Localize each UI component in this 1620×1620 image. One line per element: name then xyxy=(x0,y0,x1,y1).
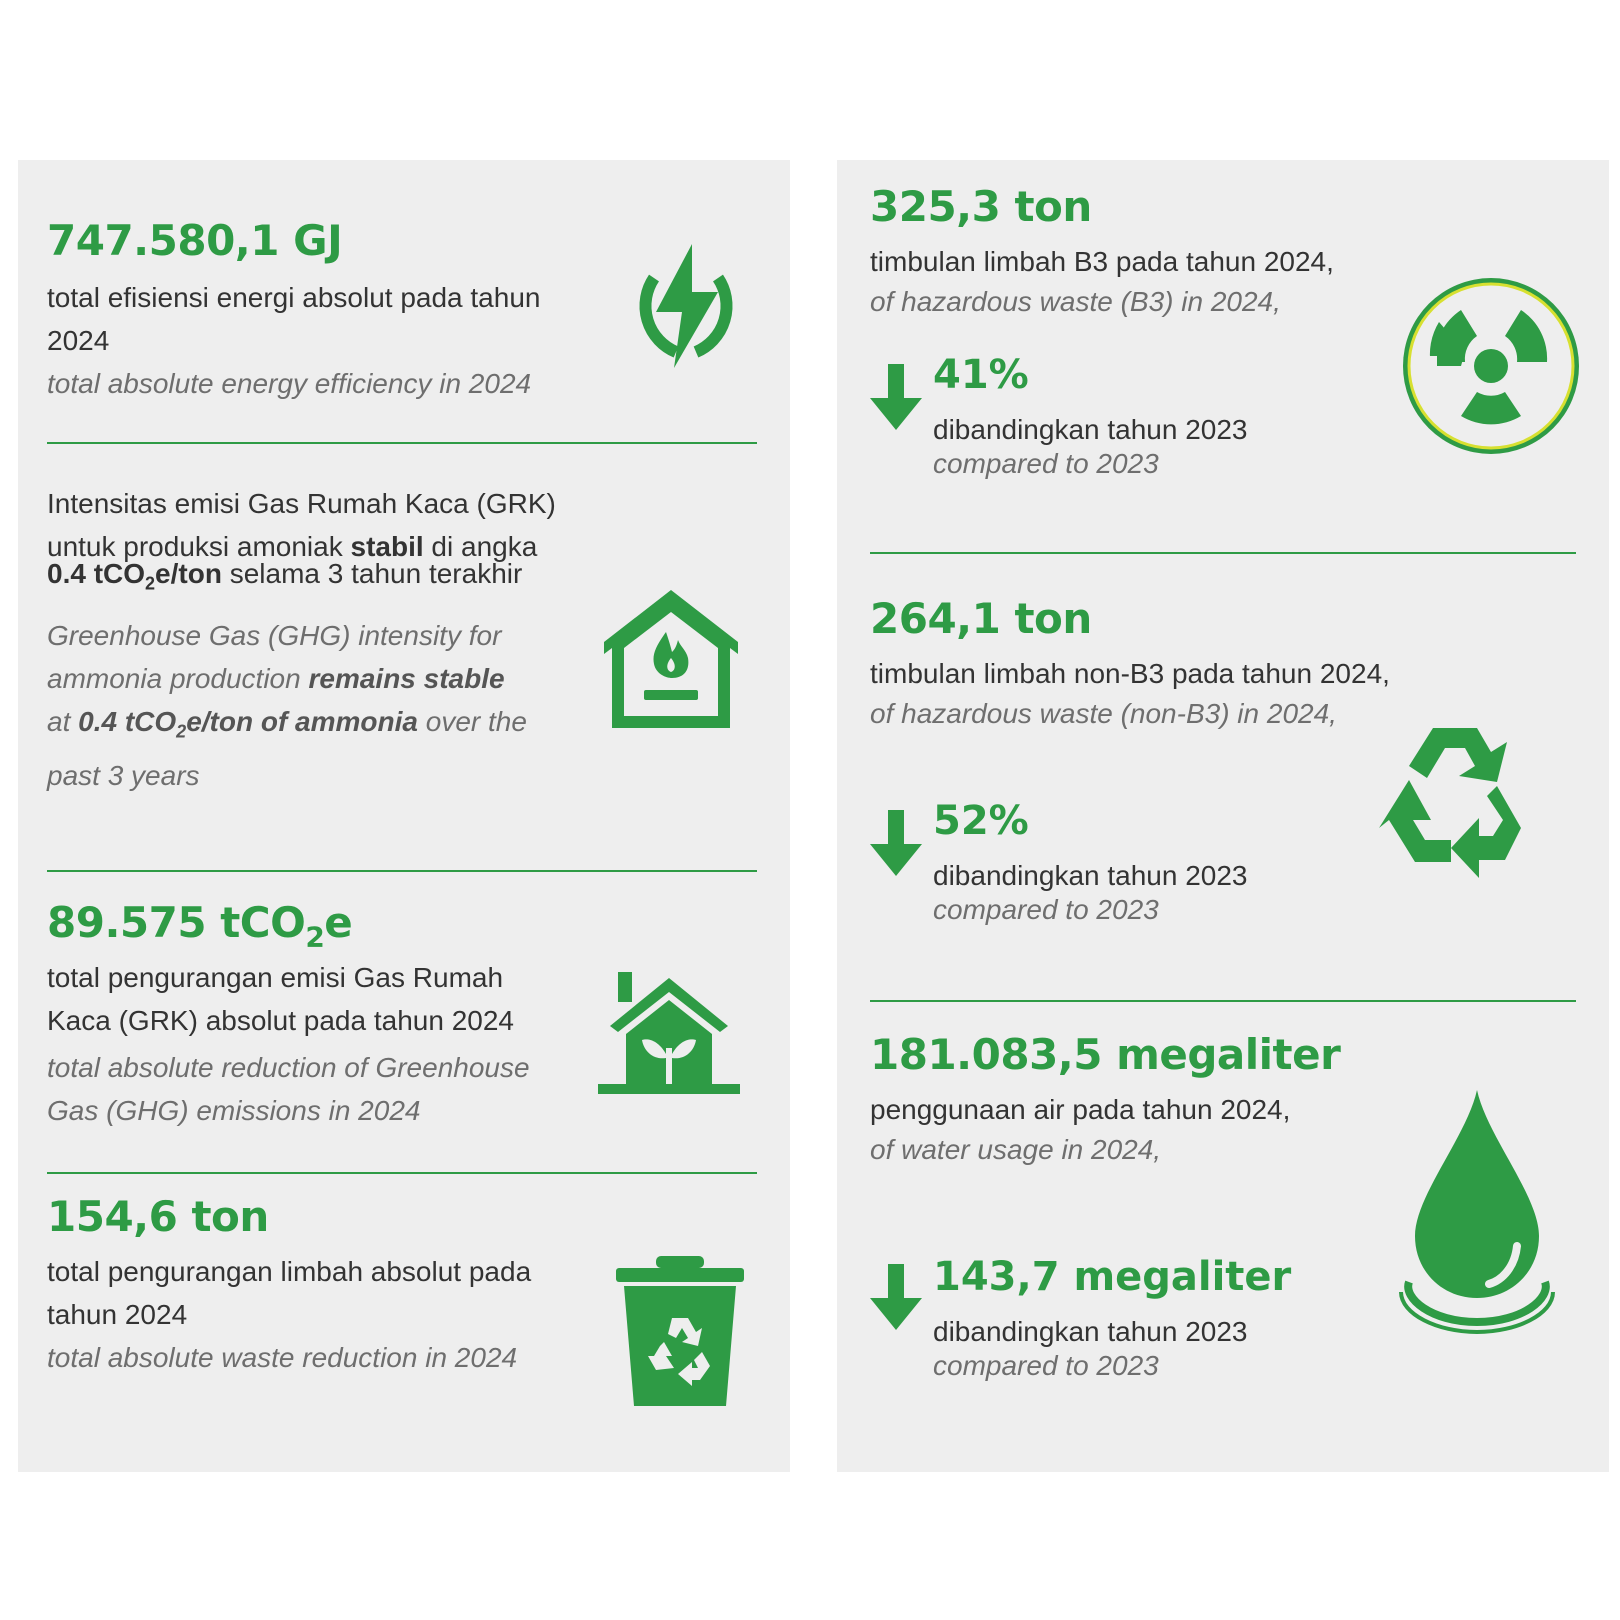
divider xyxy=(47,442,757,444)
b3-text-en: of hazardous waste (B3) in 2024, xyxy=(870,286,1281,317)
recycle-icon xyxy=(1375,720,1537,880)
ghg-intensity-text-en xyxy=(47,614,607,797)
b3-compare-en: compared to 2023 xyxy=(933,448,1159,479)
house-flame-icon xyxy=(600,584,742,730)
ghg-en-line3-post: over the xyxy=(417,706,527,737)
ghg-en-value-pre: 0.4 tCO xyxy=(78,706,177,737)
nonb3-compare-en: compared to 2023 xyxy=(933,894,1159,925)
energy-value: 747.580,1 GJ xyxy=(47,216,343,265)
green-house-plant-icon xyxy=(596,970,742,1098)
ghg-en-line3 xyxy=(47,700,607,754)
nonb3-change: 52% xyxy=(933,798,1029,844)
divider xyxy=(870,1000,1576,1002)
nonb3-text-id: timbulan limbah non-B3 pada tahun 2024, xyxy=(870,658,1390,689)
nonb3-value: 264,1 ton xyxy=(870,594,1092,643)
emission-text-id: total pengurangan emisi Gas Rumah Kaca (GRK) absolut pada tahun 2024 xyxy=(47,962,514,1036)
ghg-en-line1: Greenhouse Gas (GHG) intensity for xyxy=(47,620,502,651)
ghg-line2-pre: untuk produksi amoniak xyxy=(47,531,351,562)
ghg-en-line2 xyxy=(47,657,607,700)
emission-value-sub: 2 xyxy=(305,920,325,954)
emission-value-pre: 89.575 tCO xyxy=(47,898,306,947)
nonb3-text-en: of hazardous waste (non-B3) in 2024, xyxy=(870,698,1337,729)
b3-value: 325,3 ton xyxy=(870,182,1092,231)
ghg-stabil: stabil xyxy=(350,531,424,562)
ghg-en-line3-pre: at xyxy=(47,706,79,737)
water-text-en: of water usage in 2024, xyxy=(870,1134,1162,1165)
left-panel xyxy=(18,160,790,1472)
waste-text-en: total absolute waste reduction in 2024 xyxy=(47,1342,518,1373)
b3-compare-id: dibandingkan tahun 2023 xyxy=(933,414,1248,445)
ghg-en-stable: remains stable xyxy=(308,663,505,694)
waste-text-id: total pengurangan limbah absolut pada tahun 2024 xyxy=(47,1256,532,1330)
emission-value-post: e xyxy=(324,898,353,947)
divider xyxy=(47,1172,757,1174)
down-arrow-icon xyxy=(870,364,922,434)
radiation-icon xyxy=(1399,274,1583,458)
water-compare-en: compared to 2023 xyxy=(933,1350,1159,1381)
water-change: 143,7 megaliter xyxy=(933,1254,1292,1300)
right-panel xyxy=(837,160,1609,1472)
ghg-value-post: e/ton xyxy=(155,558,222,589)
ghg-value-sub: 2 xyxy=(145,573,156,594)
ghg-intensity-text-id xyxy=(47,482,607,606)
energy-bolt-icon xyxy=(626,240,746,370)
ghg-en-line2-pre: ammonia production xyxy=(47,663,309,694)
emission-reduction-value xyxy=(47,898,352,953)
nonb3-compare-id: dibandingkan tahun 2023 xyxy=(933,860,1248,891)
down-arrow-icon xyxy=(870,810,922,880)
water-compare-id: dibandingkan tahun 2023 xyxy=(933,1316,1248,1347)
b3-text-id: timbulan limbah B3 pada tahun 2024, xyxy=(870,246,1334,277)
divider xyxy=(47,870,757,872)
ghg-en-line4: past 3 years xyxy=(47,759,200,791)
down-arrow-icon xyxy=(870,1264,922,1334)
b3-change: 41% xyxy=(933,352,1029,398)
ghg-line1: Intensitas emisi Gas Rumah Kaca (GRK) xyxy=(47,488,556,519)
water-drop-icon xyxy=(1397,1086,1557,1334)
ghg-en-value-sub: 2 xyxy=(176,721,187,742)
recycle-bin-icon xyxy=(614,1256,746,1412)
water-value: 181.083,5 megaliter xyxy=(870,1030,1341,1079)
energy-text-id: total efisiensi energi absolut pada tahun 2024 xyxy=(47,282,541,356)
ghg-line2-post: di angka xyxy=(423,531,538,562)
divider xyxy=(870,552,1576,554)
ghg-en-value-post: e/ton of ammonia xyxy=(186,706,418,737)
water-text-id: penggunaan air pada tahun 2024, xyxy=(870,1094,1291,1125)
ghg-value-pre: 0.4 tCO xyxy=(47,558,146,589)
ghg-line3-post: selama 3 tahun terakhir xyxy=(221,558,523,589)
emission-text-en: total absolute reduction of Greenhouse Gas (GHG) emissions in 2024 xyxy=(47,1052,530,1126)
energy-text-en: total absolute energy efficiency in 2024 xyxy=(47,368,532,399)
waste-reduction-value: 154,6 ton xyxy=(47,1192,269,1241)
